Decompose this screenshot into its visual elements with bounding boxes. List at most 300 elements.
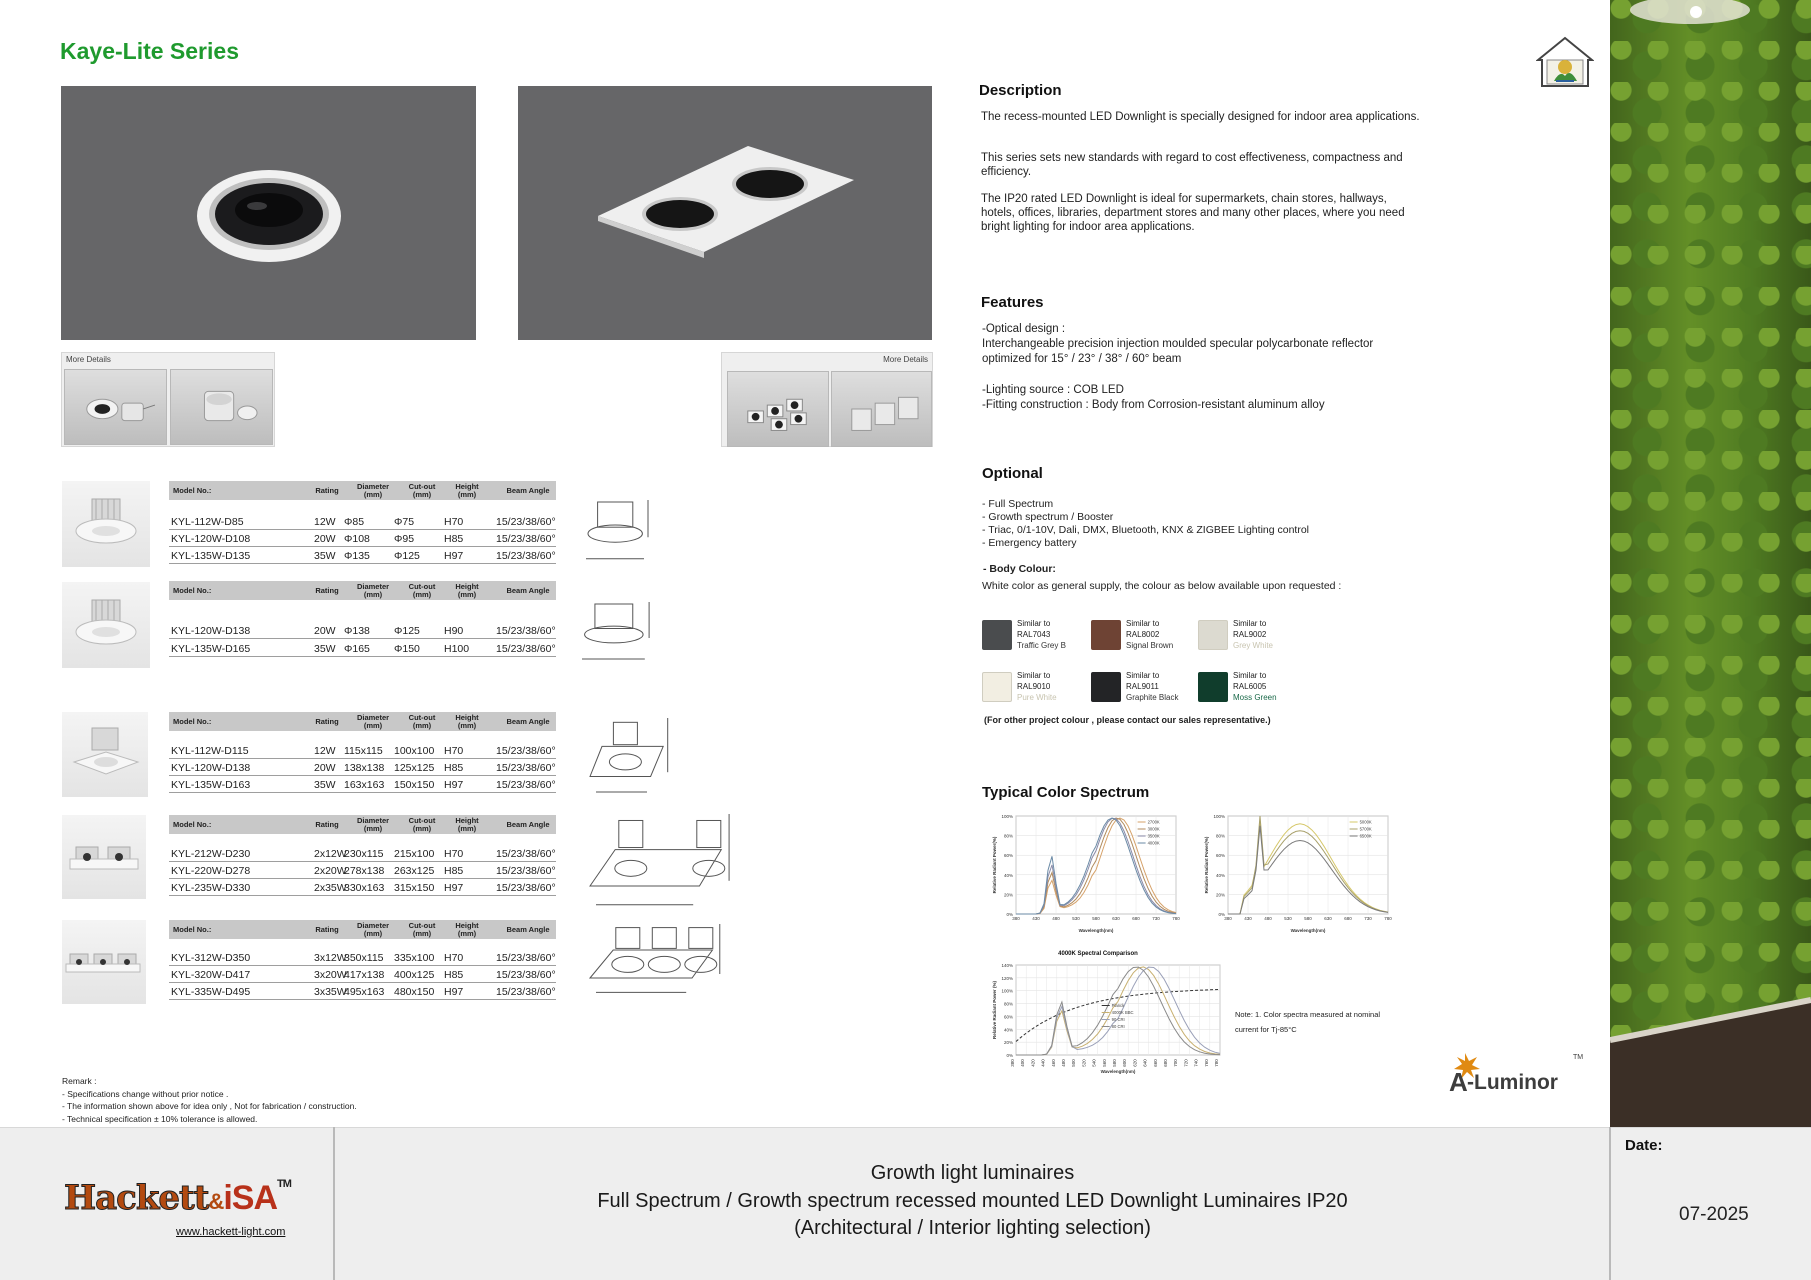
spec-cell: 3x20W [314, 969, 347, 981]
spec-cell: 15/23/38/60° [496, 516, 556, 528]
spec-cell: 278x138 [344, 865, 385, 877]
spec-table-row [169, 530, 556, 547]
features-line-5: -Fitting construction : Body from Corrosion-resistant aluminum alloy [982, 399, 1325, 411]
x-tick-label: 630 [1324, 916, 1332, 921]
luminor-letter: A [1449, 1067, 1468, 1097]
spectrum-note-line-1: Note: 1. Color spectra measured at nominal [1235, 1010, 1381, 1019]
spec-header-cell: Rating [315, 820, 339, 829]
product-photo-1 [62, 481, 150, 567]
spec-header-cell: Diameter (mm) [356, 921, 390, 938]
y-tick-label: 40% [1215, 872, 1225, 878]
spec-cell: H90 [444, 625, 464, 637]
spec-cell: Φ138 [344, 625, 370, 637]
date-label: Date: [1625, 1137, 1663, 1154]
spec-cell: KYL-120W-D138 [171, 625, 251, 637]
spec-cell: H70 [444, 952, 464, 964]
spec-cell: 15/23/38/60° [496, 762, 556, 774]
x-tick-label: 380 [1224, 916, 1232, 921]
spec-cell: 35W [314, 643, 336, 655]
spec-header-cell: Beam Angle [506, 586, 550, 595]
spec-header-cell: Height (mm) [455, 713, 479, 730]
spec-table-header [169, 815, 556, 834]
luminor-text: -Luminor [1467, 1071, 1558, 1094]
x-tick-label: 660 [1152, 1059, 1158, 1067]
y-tick-label: 60% [1003, 1014, 1013, 1020]
x-tick-label: 560 [1101, 1059, 1107, 1067]
spec-table-header [169, 481, 556, 500]
swatch-text-line2: RAL8002 [1126, 630, 1160, 639]
y-tick-label: 120% [1001, 975, 1013, 981]
spec-table-row [169, 742, 556, 759]
spec-cell: 335x100 [394, 952, 435, 964]
spec-cell: Φ150 [394, 643, 420, 655]
spec-cell: 417x138 [344, 969, 385, 981]
spec-cell: 15/23/38/60° [496, 533, 556, 545]
x-tick-label: 720 [1183, 1059, 1189, 1067]
spec-header-cell: Height (mm) [455, 921, 479, 938]
spec-cell: KYL-220W-D278 [171, 865, 251, 877]
x-tick-label: 480 [1061, 1059, 1066, 1067]
colour-swatch-ral7043 [982, 620, 1012, 650]
footer-title-block [340, 1160, 1605, 1243]
legend-label: 2700K [1147, 819, 1160, 825]
colour-swatch-ral9010 [982, 672, 1012, 702]
spec-header-cell: Diameter (mm) [356, 713, 390, 730]
swatch-text-line1: Similar to [1017, 671, 1051, 680]
spec-cell: H85 [444, 533, 464, 545]
x-tick-label: 440 [1040, 1059, 1046, 1067]
spec-cell: H85 [444, 865, 464, 877]
spec-header-cell: Model No.: [173, 717, 212, 726]
features-line-4: -Lighting source : COB LED [982, 384, 1124, 396]
thumbnail-square-detail-1[interactable] [727, 371, 829, 447]
spec-cell: 495x163 [344, 986, 385, 998]
product-photo-5 [62, 920, 146, 1004]
spec-cell: KYL-320W-D417 [171, 969, 251, 981]
y-tick-label: 100% [1001, 814, 1013, 819]
swatch-text-line3: Pure White [1017, 693, 1057, 702]
more-details-label-right[interactable]: More Details [883, 355, 928, 364]
remark-line-1: - Specifications change without prior notice . [62, 1088, 229, 1099]
spec-table-1 [169, 481, 556, 565]
spec-header-cell: Model No.: [173, 486, 212, 495]
x-tick-label: 500 [1071, 1059, 1077, 1067]
hero-image-round-downlight [61, 86, 476, 340]
spec-header-cell: Cut-out (mm) [408, 482, 436, 499]
footer-divider-right [1609, 1127, 1611, 1280]
x-axis-label: Wavelength(nm) [1078, 928, 1114, 933]
colour-swatch-label [1233, 670, 1277, 703]
spectrum-chart-comparison [988, 947, 1228, 1075]
legend-label: 5000K [1359, 819, 1372, 825]
y-axis-label: Relative Radiant Power(%) [1204, 836, 1209, 894]
swatch-text-line3: Grey White [1233, 641, 1274, 650]
colour-swatch-ral8002 [1091, 620, 1121, 650]
optional-item-3: - Triac, 0/1-10V, Dali, DMX, Bluetooth, KNX & ZIGBEE Lighting control [982, 524, 1310, 536]
y-tick-label: 20% [1215, 892, 1225, 898]
spec-cell: 15/23/38/60° [496, 848, 556, 860]
spec-cell: Φ125 [394, 550, 420, 562]
spec-cell: H97 [444, 882, 464, 894]
chart-title: 4000K Spectral Comparison [1058, 951, 1138, 957]
remark-line-2: - The information shown above for idea only , Not for fabrication / construction. [62, 1101, 357, 1111]
x-tick-label: 680 [1163, 1059, 1168, 1067]
y-tick-label: 40% [1003, 1027, 1013, 1033]
y-tick-label: 80% [1003, 833, 1013, 839]
spec-cell: KYL-235W-D330 [171, 882, 251, 894]
spec-table-header [169, 920, 556, 939]
thumbnail-square-detail-2[interactable] [831, 371, 932, 447]
footer-line-1: Growth light luminaires [870, 1162, 1075, 1184]
colour-swatch-label [1126, 618, 1173, 651]
x-tick-label: 640 [1142, 1059, 1148, 1067]
x-tick-label: 680 [1132, 916, 1140, 921]
spec-cell: 15/23/38/60° [496, 952, 556, 964]
x-tick-label: 380 [1012, 916, 1020, 921]
optional-item-1: - Full Spectrum [982, 498, 1054, 510]
spec-cell: 230x115 [344, 848, 384, 860]
spec-cell: KYL-112W-D115 [171, 745, 249, 757]
spec-table-row [169, 966, 556, 983]
spectrum-note [1235, 1007, 1380, 1037]
optional-title: Optional [982, 465, 1043, 482]
dimension-drawing-2 [576, 596, 662, 666]
spec-cell: 20W [314, 533, 336, 545]
product-photo-2 [62, 582, 150, 668]
colour-swatch-ral9011 [1091, 672, 1121, 702]
spec-table-row [169, 640, 556, 657]
spec-table-row [169, 547, 556, 564]
spec-cell: KYL-112W-D85 [171, 516, 244, 528]
spec-cell: Φ85 [344, 516, 365, 528]
spec-cell: 115x115 [344, 745, 383, 757]
date-value: 07-2025 [1679, 1204, 1749, 1225]
spec-header-cell: Height (mm) [455, 482, 479, 499]
spec-cell: 12W [314, 745, 336, 757]
spectrum-title: Typical Color Spectrum [982, 784, 1150, 801]
colour-swatch-ral6005 [1198, 672, 1228, 702]
x-tick-label: 520 [1081, 1059, 1087, 1067]
spec-table-4 [169, 815, 556, 897]
spec-cell: 15/23/38/60° [496, 745, 556, 757]
x-tick-label: 480 [1264, 916, 1272, 921]
more-details-panel-right[interactable] [721, 352, 933, 447]
spec-cell: 15/23/38/60° [496, 625, 556, 637]
swatch-text-line3: Signal Brown [1126, 641, 1174, 650]
legend-label: 3000K [1147, 826, 1160, 832]
features-title: Features [981, 294, 1044, 311]
legend-label: 4000K BBC [1111, 1010, 1134, 1015]
spec-header-cell: Beam Angle [506, 820, 550, 829]
hero-image-twin-downlight [518, 86, 932, 340]
spec-cell: KYL-120W-D108 [171, 533, 251, 545]
spec-cell: Φ125 [394, 625, 420, 637]
dimension-drawing-3 [584, 712, 674, 798]
x-tick-label: 730 [1152, 916, 1160, 921]
y-tick-label: 60% [1215, 853, 1225, 859]
brand-url-link[interactable]: www.hackett-light.com [176, 1226, 286, 1238]
y-tick-label: 0% [1006, 1053, 1013, 1058]
swatch-text-line3: Moss Green [1233, 693, 1277, 702]
spec-cell: H70 [444, 516, 464, 528]
spec-cell: 15/23/38/60° [496, 643, 556, 655]
spec-header-cell: Diameter (mm) [356, 582, 390, 599]
spec-cell: 100x100 [394, 745, 435, 757]
spectrum-chart-warm [988, 808, 1184, 934]
dimension-drawing-1 [580, 494, 660, 566]
x-tick-label: 740 [1193, 1059, 1199, 1067]
luminor-tm: TM [1573, 1054, 1584, 1061]
x-tick-label: 430 [1032, 916, 1040, 921]
colour-swatch-label [1126, 670, 1178, 703]
spec-table-2 [169, 581, 556, 658]
legend-label: 5700K [1359, 826, 1372, 832]
y-tick-label: 100% [1213, 814, 1225, 819]
description-paragraph-3: The IP20 rated LED Downlight is ideal for supermarkets, chain stores, hallways, hotels, offices, libraries, department stores and many other places, where you need bright lighting for indoor area applications. [981, 193, 1405, 233]
spec-cell: 215x100 [394, 848, 435, 860]
spec-cell: 315x150 [394, 882, 435, 894]
x-tick-label: 680 [1344, 916, 1352, 921]
y-tick-label: 20% [1003, 892, 1013, 898]
spec-table-row [169, 759, 556, 776]
spec-cell: KYL-135W-D135 [171, 550, 251, 562]
spec-header-cell: Diameter (mm) [356, 816, 390, 833]
spec-cell: 2x20W [314, 865, 347, 877]
spec-header-cell: Beam Angle [506, 925, 550, 934]
house-logo-icon [1536, 36, 1594, 88]
legend-label: 80 CRI [1111, 1024, 1125, 1029]
spec-table-row [169, 862, 556, 879]
spec-table-header [169, 712, 556, 731]
spec-cell: H85 [444, 762, 464, 774]
spec-cell: H70 [444, 745, 464, 757]
thumbnail-round-detail-2[interactable] [170, 369, 273, 445]
spec-cell: KYL-212W-D230 [171, 848, 251, 860]
x-tick-label: 760 [1203, 1059, 1209, 1067]
x-tick-label: 380 [1010, 1059, 1015, 1067]
x-tick-label: 730 [1364, 916, 1372, 921]
a-luminor-logo [1447, 1049, 1587, 1097]
spec-cell: 330x163 [344, 882, 385, 894]
spec-cell: KYL-120W-D138 [171, 762, 251, 774]
spec-table-3 [169, 712, 556, 794]
footer-line-3: (Architectural / Interior lighting selection) [794, 1217, 1151, 1239]
spec-table-5 [169, 920, 556, 1001]
y-tick-label: 140% [1001, 963, 1013, 968]
spec-header-cell: Model No.: [173, 925, 212, 934]
spec-cell: KYL-135W-D165 [171, 643, 251, 655]
legend-label: 6500K [1359, 833, 1372, 839]
spec-cell: 3x35W [314, 986, 347, 998]
x-tick-label: 700 [1173, 1059, 1179, 1067]
spec-cell: 2x12W [314, 848, 347, 860]
brand-tm: TM [277, 1178, 291, 1190]
spec-header-cell: Height (mm) [455, 816, 479, 833]
y-tick-label: 0% [1218, 912, 1225, 917]
green-moss-wall-image [1610, 0, 1811, 1127]
spec-header-cell: Model No.: [173, 820, 212, 829]
spec-cell: KYL-312W-D350 [171, 952, 251, 964]
y-tick-label: 20% [1003, 1040, 1013, 1046]
swatch-text-line1: Similar to [1233, 619, 1267, 628]
x-tick-label: 400 [1020, 1059, 1026, 1067]
dimension-drawing-5 [584, 918, 730, 998]
spec-cell: Φ108 [344, 533, 370, 545]
spec-table-header [169, 581, 556, 600]
spec-header-cell: Beam Angle [506, 717, 550, 726]
swatch-text-line3: Traffic Grey B [1017, 641, 1066, 650]
spec-header-cell: Beam Angle [506, 486, 550, 495]
x-tick-label: 780 [1214, 1059, 1219, 1067]
spec-header-cell: Rating [315, 586, 339, 595]
description-paragraph-1: The recess-mounted LED Downlight is specially designed for indoor area applications. [981, 111, 1420, 123]
spec-cell: 15/23/38/60° [496, 882, 556, 894]
body-colour-label: - Body Colour: [983, 563, 1056, 575]
spec-cell: 20W [314, 625, 336, 637]
y-tick-label: 80% [1215, 833, 1225, 839]
remark-line-3: - Technical specification ± 10% tolerance is allowed. [62, 1113, 258, 1124]
legend-label: 90 CRI [1111, 1017, 1125, 1022]
y-axis-label: Relative Radiant Power (%) [992, 980, 997, 1040]
y-tick-label: 80% [1003, 1001, 1013, 1007]
spec-cell: 15/23/38/60° [496, 779, 556, 791]
legend-label: Planck [1111, 1003, 1125, 1008]
spec-cell: 15/23/38/60° [496, 986, 556, 998]
brand-ampersand: & [208, 1189, 224, 1214]
x-tick-label: 600 [1122, 1059, 1128, 1067]
x-tick-label: 580 [1092, 916, 1100, 921]
spec-table-row [169, 879, 556, 896]
swatch-text-line2: RAL9010 [1017, 682, 1051, 691]
spec-cell: 163x163 [344, 779, 385, 791]
features-line-1: -Optical design : [982, 323, 1066, 335]
swatch-text-line2: RAL9002 [1233, 630, 1267, 639]
y-tick-label: 60% [1003, 853, 1013, 859]
x-tick-label: 480 [1052, 916, 1060, 921]
footer-divider-left [333, 1127, 335, 1280]
spec-cell: KYL-335W-D495 [171, 986, 251, 998]
spec-cell: 263x125 [394, 865, 435, 877]
spec-header-cell: Height (mm) [455, 582, 479, 599]
y-axis-label: Relative Radiant Power(%) [992, 836, 997, 894]
swatch-text-line2: RAL7043 [1017, 630, 1051, 639]
x-tick-label: 620 [1132, 1059, 1138, 1067]
colour-swatch-label [1233, 618, 1273, 651]
spec-cell: Φ165 [344, 643, 370, 655]
description-paragraph-2: This series sets new standards with regard to cost effectiveness, compactness and efficiency. [981, 152, 1403, 178]
spec-cell: 400x125 [394, 969, 435, 981]
body-colour-note: White color as general supply, the colour as below available upon requested : [982, 580, 1342, 592]
more-details-label-left[interactable]: More Details [66, 355, 111, 364]
swatch-text-line3: Graphite Black [1126, 693, 1179, 702]
spec-table-row [169, 949, 556, 966]
brand-hackett: Hackett [64, 1178, 209, 1218]
spectrum-chart-cool [1200, 808, 1396, 934]
spec-header-cell: Cut-out (mm) [408, 921, 436, 938]
swatch-text-line1: Similar to [1017, 619, 1051, 628]
spec-table-row [169, 983, 556, 1000]
spec-cell: 20W [314, 762, 336, 774]
swatch-text-line2: RAL6005 [1233, 682, 1267, 691]
x-tick-label: 430 [1244, 916, 1252, 921]
series-title: Kaye-Lite Series [60, 38, 239, 64]
x-tick-label: 580 [1112, 1059, 1117, 1067]
spec-header-cell: Rating [315, 925, 339, 934]
spec-cell: 15/23/38/60° [496, 865, 556, 877]
spec-cell: 3x12W [314, 952, 347, 964]
x-tick-label: 530 [1072, 916, 1080, 921]
spec-header-cell: Model No.: [173, 586, 212, 595]
y-tick-label: 40% [1003, 872, 1013, 878]
spec-header-cell: Cut-out (mm) [408, 713, 436, 730]
spec-table-row [169, 845, 556, 862]
x-tick-label: 540 [1091, 1059, 1097, 1067]
spec-cell: H70 [444, 848, 464, 860]
footer-line-2: Full Spectrum / Growth spectrum recessed mounted LED Downlight Luminaires IP20 [597, 1189, 1348, 1212]
spec-cell: 35W [314, 550, 336, 562]
spectrum-note-line-2: current for Tj-85°C [1235, 1025, 1297, 1034]
x-tick-label: 530 [1284, 916, 1292, 921]
spec-cell: KYL-135W-D163 [171, 779, 251, 791]
spec-cell: H97 [444, 986, 464, 998]
x-axis-label: Wavelength(nm) [1100, 1069, 1136, 1074]
legend-label: 4000K [1147, 840, 1160, 846]
x-tick-label: 420 [1030, 1059, 1036, 1067]
colour-swatch-ral9002 [1198, 620, 1228, 650]
spec-cell: 350x115 [344, 952, 384, 964]
x-tick-label: 780 [1384, 916, 1392, 921]
spec-cell: Φ75 [394, 516, 415, 528]
spec-header-cell: Rating [315, 717, 339, 726]
colour-contact-note: (For other project colour , please contact our sales representative.) [984, 715, 1271, 725]
spec-cell: 15/23/38/60° [496, 550, 556, 562]
spec-cell: H100 [444, 643, 470, 655]
y-tick-label: 0% [1006, 912, 1013, 917]
spec-header-cell: Cut-out (mm) [408, 582, 436, 599]
product-photo-4 [62, 815, 146, 899]
spec-table-row [169, 622, 556, 639]
optional-item-2: - Growth spectrum / Booster [982, 511, 1114, 523]
x-tick-label: 460 [1050, 1059, 1056, 1067]
spec-cell: 2x35W [314, 882, 347, 894]
swatch-text-line2: RAL9011 [1126, 682, 1159, 691]
dimension-drawing-4 [584, 808, 740, 912]
more-details-panel-left[interactable] [61, 352, 275, 447]
spec-header-cell: Rating [315, 486, 339, 495]
features-line-3: optimized for 15° / 23° / 38° / 60° beam [982, 353, 1182, 365]
features-line-2: Interchangeable precision injection moulded specular polycarbonate reflector [982, 338, 1374, 350]
x-axis-label: Wavelength(nm) [1290, 928, 1326, 933]
spec-cell: 125x125 [394, 762, 435, 774]
thumbnail-round-detail-1[interactable] [64, 369, 167, 445]
colour-swatch-label [1017, 670, 1057, 703]
remark-title: Remark : [62, 1076, 97, 1086]
optional-item-4: - Emergency battery [982, 537, 1077, 549]
spec-cell: H85 [444, 969, 464, 981]
spec-cell: 480x150 [394, 986, 435, 998]
x-tick-label: 780 [1172, 916, 1180, 921]
spec-cell: 35W [314, 779, 336, 791]
spec-cell: Φ95 [394, 533, 415, 545]
brand-isa: iSA [223, 1179, 278, 1217]
colour-swatch-label [1017, 618, 1066, 651]
spec-header-cell: Cut-out (mm) [408, 816, 436, 833]
product-photo-3 [62, 712, 148, 797]
spec-header-cell: Diameter (mm) [356, 482, 390, 499]
x-tick-label: 630 [1112, 916, 1120, 921]
spec-cell: H97 [444, 550, 464, 562]
spec-cell: 12W [314, 516, 336, 528]
